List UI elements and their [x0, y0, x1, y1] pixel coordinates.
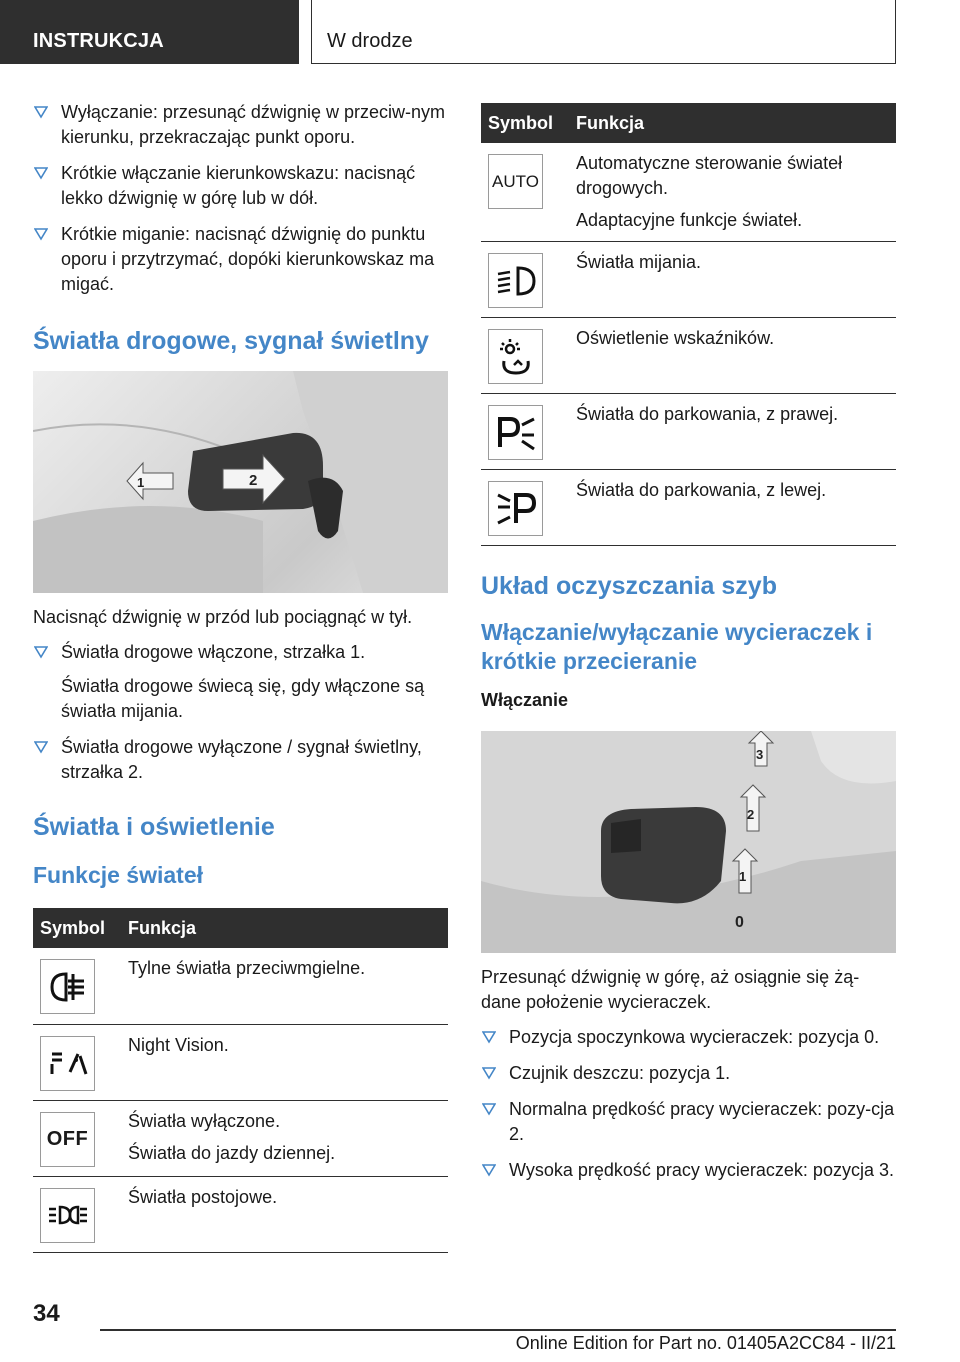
chapter-label: W drodze — [327, 30, 413, 52]
left-column — [33, 100, 448, 1253]
table-row — [33, 948, 448, 1024]
table-row — [33, 1100, 448, 1176]
edition-note: Online Edition for Part no. 01405A2CC84 - II/21 — [515, 1333, 896, 1353]
parking-lights-icon — [40, 1188, 95, 1243]
col-symbol-header: Symbol — [33, 908, 128, 948]
list-item — [481, 1158, 896, 1183]
rear-fog-light-icon — [40, 959, 95, 1014]
list-item — [33, 100, 448, 150]
list-item-text: Krótkie miganie: nacisnąć dźwignię do punktu oporu i przytrzymać, dopóki kierunkowskaz ma migać. — [61, 224, 435, 294]
function-text: Światła do parkowania, z lewej. — [576, 480, 827, 500]
high-beam-heading: Światła drogowe, sygnał świetlny — [33, 327, 429, 355]
position-3-label: 3 — [756, 747, 764, 762]
table-header-row — [33, 908, 448, 948]
bullet-triangle-icon — [34, 645, 48, 659]
bullet-triangle-icon — [34, 166, 48, 180]
list-item — [481, 1061, 896, 1086]
list-item — [33, 735, 448, 785]
list-item — [33, 161, 448, 211]
table-row — [481, 242, 896, 318]
list-item — [33, 222, 448, 297]
wiper-positions-list — [481, 1025, 896, 1183]
turn-signal-list — [33, 100, 448, 297]
list-item-note: Światła drogowe świecą się, gdy włączone są światła mijania. — [61, 676, 425, 721]
function-text: Światła postojowe. — [128, 1186, 278, 1207]
on-heading: Włączanie — [481, 690, 569, 710]
bullet-triangle-icon — [34, 740, 48, 754]
auto-icon-text: AUTO — [492, 172, 539, 191]
parking-light-right-icon — [488, 405, 543, 460]
low-beam-icon — [488, 253, 543, 308]
position-2-label: 2 — [747, 807, 755, 822]
wiper-sub-heading: Włączanie/wyłączanie wycieraczek i krótkie przecieranie — [481, 619, 873, 674]
table-row — [481, 470, 896, 546]
list-item-text: Wysoka prędkość pracy wycieraczek: pozycja 3. — [509, 1160, 894, 1180]
table-row — [481, 143, 896, 242]
off-icon — [40, 1112, 95, 1167]
function-text: Światła mijania. — [576, 252, 702, 272]
arrow-2-label: 2 — [249, 472, 258, 489]
wiper-lever-photo — [481, 731, 896, 953]
arrow-1-label: 1 — [137, 475, 145, 490]
list-item-text: Światła drogowe wyłączone / sygnał świetlny, strzałka 2. — [61, 737, 422, 782]
night-vision-icon — [40, 1036, 95, 1091]
lights-heading: Światła i oświetlenie — [33, 813, 275, 841]
list-item-text: Krótkie włączanie kierunkowskazu: nacisnąć lekko dźwignię w górę lub w dół. — [61, 163, 416, 208]
wiper-intro: Przesunąć dźwignię w górę, aż osiągnie się żą‐dane położenie wycieraczek. — [481, 967, 860, 1012]
wiper-illustration — [481, 731, 896, 953]
bullet-triangle-icon — [482, 1163, 496, 1177]
function-text-2: Światła do jazdy dziennej. — [128, 1142, 336, 1163]
function-text: Night Vision. — [128, 1034, 229, 1055]
parking-light-left-icon — [488, 481, 543, 536]
section-label: INSTRUKCJA — [33, 30, 164, 52]
high-beam-list — [33, 640, 448, 785]
function-text: Oświetlenie wskaźników. — [576, 328, 775, 348]
bullet-triangle-icon — [482, 1066, 496, 1080]
list-item-text: Światła drogowe włączone, strzałka 1. — [61, 642, 366, 662]
list-item-text: Wyłączanie: przesunąć dźwignię w przeciw‐nym kierunku, przekraczając punkt oporu. — [61, 102, 445, 147]
list-item — [33, 640, 448, 724]
instrument-lighting-icon — [488, 329, 543, 384]
auto-icon — [488, 154, 543, 209]
list-item — [481, 1025, 896, 1050]
right-column — [481, 103, 896, 1194]
function-text: Tylne światła przeciwmgielne. — [128, 958, 366, 978]
function-text: Światła wyłączone. — [128, 1110, 281, 1131]
footer-divider — [100, 1329, 896, 1331]
col-symbol-header: Symbol — [481, 103, 576, 143]
functions-heading: Funkcje świateł — [33, 862, 204, 888]
page-number: 34 — [33, 1300, 60, 1327]
list-item-text: Czujnik deszczu: pozycja 1. — [509, 1063, 731, 1083]
light-functions-table-continued — [481, 103, 896, 546]
high-beam-intro: Nacisnąć dźwignię w przód lub pociągnąć w tył. — [33, 607, 413, 627]
position-1-label: 1 — [739, 869, 747, 884]
bullet-triangle-icon — [482, 1030, 496, 1044]
col-function-header: Funkcja — [576, 103, 896, 143]
off-icon-text: OFF — [46, 1127, 89, 1150]
function-text: Automatyczne sterowanie świateł drogowych. — [576, 153, 843, 198]
chapter-tab — [311, 0, 896, 64]
table-row — [33, 1024, 448, 1100]
table-row — [481, 318, 896, 394]
table-row — [33, 1176, 448, 1252]
wiper-heading: Układ oczyszczania szyb — [481, 572, 777, 600]
bullet-triangle-icon — [34, 227, 48, 241]
section-tab — [0, 0, 299, 64]
list-item-text: Pozycja spoczynkowa wycieraczek: pozycja 0. — [509, 1027, 880, 1047]
high-beam-lever-photo — [33, 371, 448, 593]
position-0-label: 0 — [735, 914, 744, 931]
lever-illustration — [33, 371, 448, 593]
table-header-row — [481, 103, 896, 143]
bullet-triangle-icon — [482, 1102, 496, 1116]
light-functions-table — [33, 908, 448, 1253]
function-text-2: Adaptacyjne funkcje świateł. — [576, 210, 803, 230]
col-function-header: Funkcja — [128, 908, 448, 948]
table-row — [481, 394, 896, 470]
bullet-triangle-icon — [34, 105, 48, 119]
list-item — [481, 1097, 896, 1147]
function-text: Światła do parkowania, z prawej. — [576, 404, 839, 424]
list-item-text: Normalna prędkość pracy wycieraczek: pozy‐cja 2. — [509, 1099, 895, 1144]
